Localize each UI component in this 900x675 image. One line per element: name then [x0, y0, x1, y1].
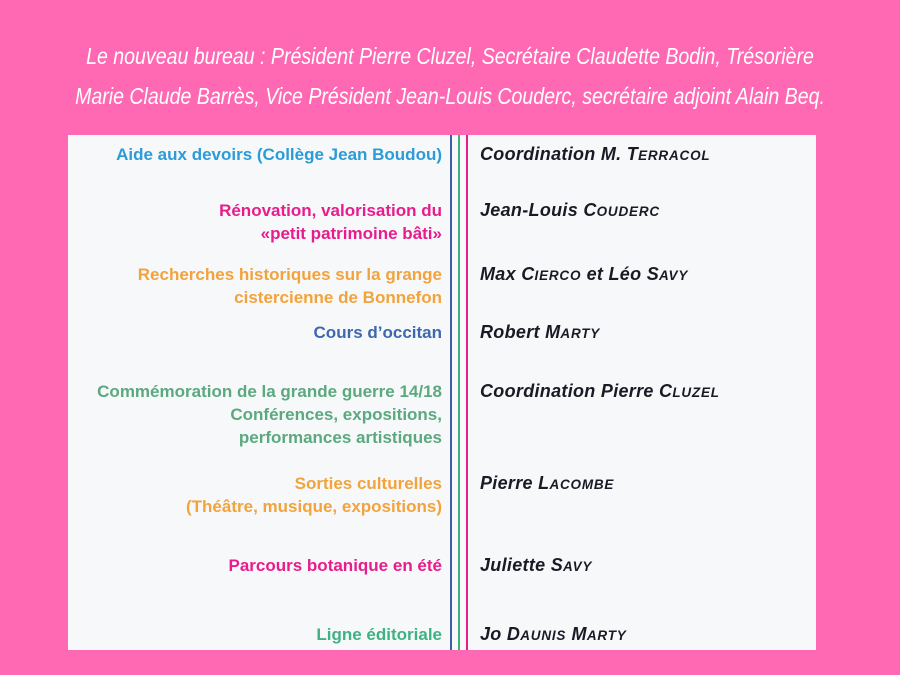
coordinator-label: Robert MARTY	[480, 322, 601, 342]
header-line-2: Marie Claude Barrès, Vice Président Jean-Louis Couderc, secrétaire adjoint Alain Beq.	[75, 83, 825, 109]
table-row	[68, 472, 816, 518]
coordinator-label: Max CIERCO et Léo SAVY	[480, 264, 689, 284]
table-row	[68, 263, 816, 309]
table-row	[68, 380, 816, 449]
activity-label: Commémoration de la grande guerre 14/18 Conférences, expositions, performances artistiques	[97, 382, 442, 447]
coordinator-label: Coordination Pierre CLUZEL	[480, 381, 720, 401]
header-line-1: Le nouveau bureau : Président Pierre Cluzel, Secrétaire Claudette Bodin, Trésorière	[86, 43, 814, 69]
table-row	[68, 143, 816, 167]
activity-label: Recherches historiques sur la grange cistercienne de Bonnefon	[137, 265, 442, 307]
activity-label: Cours d’occitan	[313, 323, 442, 342]
coordinator-label: Jean-Louis COUDERC	[480, 200, 660, 220]
activity-label: Rénovation, valorisation du «petit patrimoine bâti»	[219, 201, 442, 243]
coordinator-label: Coordination M. TERRACOL	[480, 144, 711, 164]
table-row	[68, 321, 816, 345]
table-row	[68, 554, 816, 578]
table-row	[68, 199, 816, 245]
coordinator-label: Pierre LACOMBE	[480, 473, 615, 493]
activities-card	[68, 135, 816, 650]
activity-label: Parcours botanique en été	[228, 556, 442, 575]
activities-table	[68, 135, 816, 647]
coordinator-label: Juliette SAVY	[480, 555, 593, 575]
activity-label: Aide aux devoirs (Collège Jean Boudou)	[116, 145, 442, 164]
header-text	[68, 36, 833, 116]
activity-label: Ligne éditoriale	[316, 625, 442, 644]
table-row	[68, 623, 816, 647]
activity-label: Sorties culturelles (Théâtre, musique, expositions)	[186, 474, 442, 516]
coordinator-label: Jo DAUNIS MARTY	[480, 624, 627, 644]
